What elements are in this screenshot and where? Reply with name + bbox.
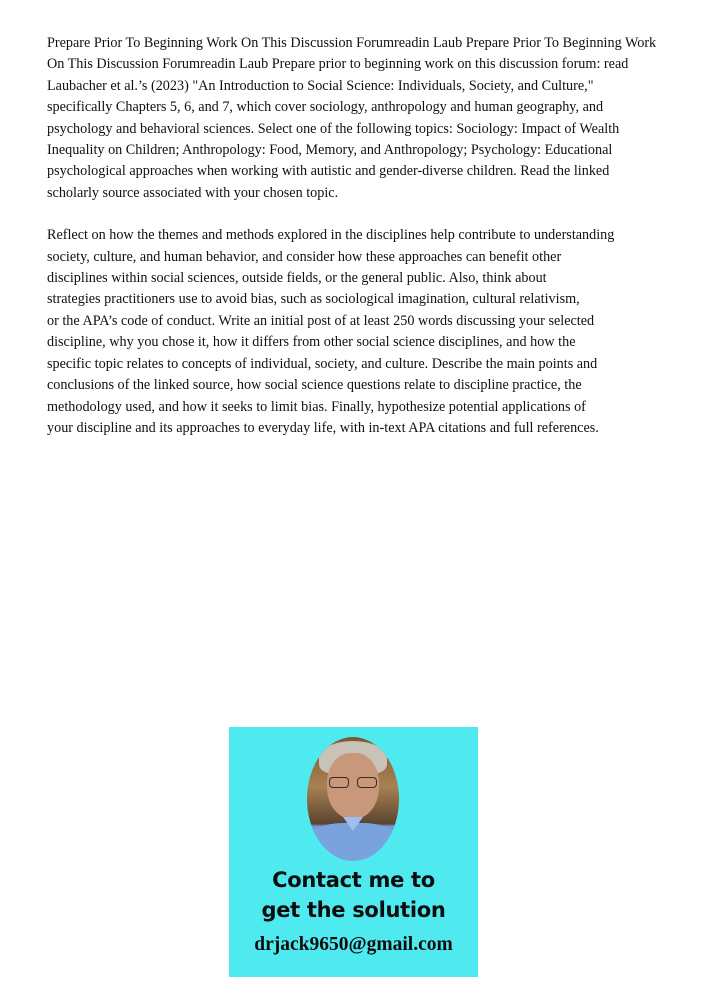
text-line: specifically Chapters 5, 6, and 7, which cover sociology, anthropology and human geography, and xyxy=(47,99,604,116)
text-line: disciplines within social sciences, outside fields, or the general public. Also, think about xyxy=(47,270,547,287)
text-line: Inequality on Children; Anthropology: Food, Memory, and Anthropology; Psychology: Educational xyxy=(47,142,613,159)
text-line: On This Discussion Forumreadin Laub Prepare prior to beginning work on this discussion forum: read xyxy=(47,56,629,73)
document-body xyxy=(47,33,677,439)
paragraph-reflection xyxy=(47,225,677,439)
contact-email[interactable]: drjack9650@gmail.com xyxy=(254,934,453,955)
text-line: or the APA’s code of conduct. Write an initial post of at least 250 words discussing your selected xyxy=(47,312,595,329)
text-line: strategies practitioners use to avoid bias, such as sociological imagination, cultural relativism, xyxy=(47,291,580,308)
text-line: psychological approaches when working with autistic and gender-diverse children. Read the linked xyxy=(47,163,610,180)
text-line: conclusions of the linked source, how social science questions relate to discipline practice, the xyxy=(47,377,582,394)
text-line: scholarly source associated with your chosen topic. xyxy=(47,184,339,201)
text-line: discipline, why you chose it, how it differs from other social science disciplines, and how the xyxy=(47,334,576,351)
cta-line-1: Contact me to xyxy=(272,868,435,892)
text-line: methodology used, and how it seeks to limit bias. Finally, hypothesize potential applications of xyxy=(47,398,586,415)
cta-line-2: get the solution xyxy=(261,898,446,922)
text-line: psychology and behavioral sciences. Select one of the following topics: Sociology: Impact of Wealth xyxy=(47,120,620,137)
glasses-icon xyxy=(329,777,377,789)
text-line: specific topic relates to concepts of individual, society, and culture. Describe the main points and xyxy=(47,355,598,372)
text-line: Reflect on how the themes and methods explored in the disciplines help contribute to understanding xyxy=(47,227,615,244)
text-line: your discipline and its approaches to everyday life, with in-text APA citations and full references. xyxy=(47,419,599,436)
text-line: society, culture, and human behavior, and consider how these approaches can benefit other xyxy=(47,248,562,265)
text-line: Laubacher et al.’s (2023) "An Introduction to Social Science: Individuals, Society, and Culture," xyxy=(47,77,594,94)
portrait-photo-icon xyxy=(307,737,399,861)
paragraph-instructions xyxy=(47,33,677,204)
paragraph-spacer xyxy=(47,204,677,225)
text-line: Prepare Prior To Beginning Work On This Discussion Forumreadin Laub Prepare Prior To Beginning Work xyxy=(47,35,657,51)
contact-banner[interactable] xyxy=(229,727,478,977)
